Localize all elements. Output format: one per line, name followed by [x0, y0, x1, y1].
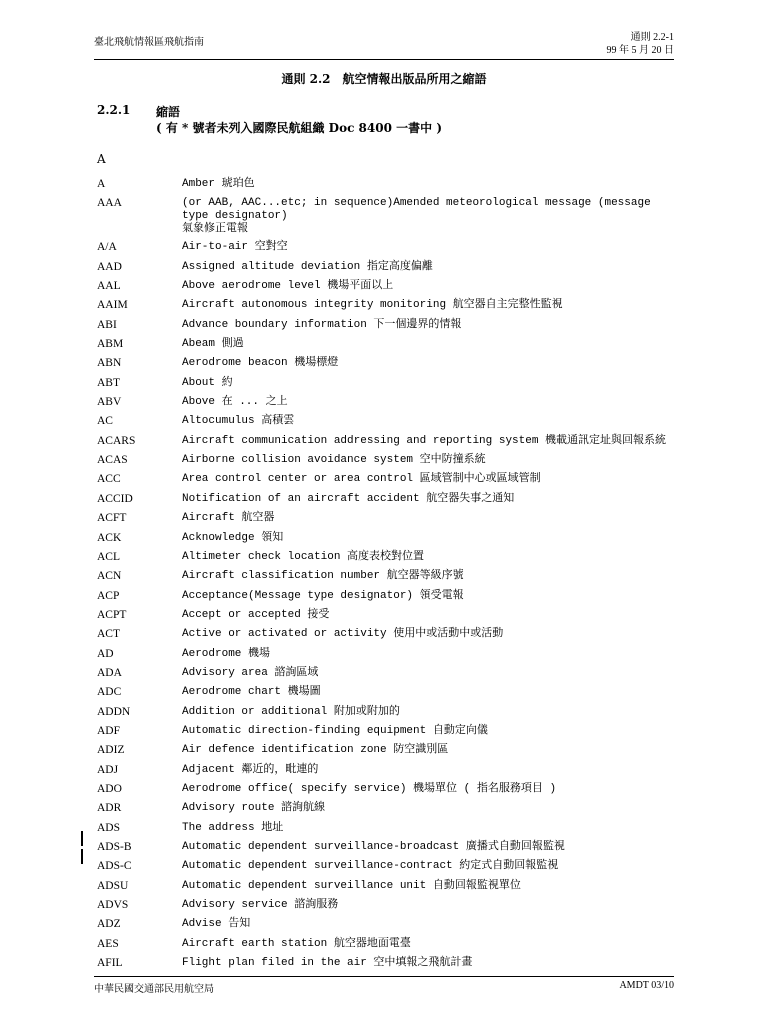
definition-text: Automatic direction-finding equipment 自動定向儀	[182, 724, 488, 737]
definition-text: Advisory service 諮詢服務	[182, 899, 339, 912]
list-item	[97, 725, 677, 738]
definition-text: Amber 琥珀色	[182, 178, 255, 190]
definition-text: Acceptance(Message type designator) 領受電報	[182, 589, 464, 602]
abbreviation: AAA	[97, 197, 122, 210]
definition-text: About 約	[182, 376, 233, 389]
abbreviation: ADJ	[97, 763, 119, 776]
abbreviation: ADS-C	[97, 860, 132, 873]
list-item	[97, 706, 677, 719]
footer-authority: 中華民國交通部民用航空局	[94, 984, 214, 995]
abbreviation: ABM	[97, 338, 124, 351]
definition-text: Aircraft communication addressing and reporting system 機載通訊定址與回報系統	[182, 434, 667, 447]
list-item	[97, 493, 677, 506]
definition	[182, 473, 677, 486]
list-item	[97, 648, 677, 661]
definition-text: Adjacent 鄰近的，毗連的	[182, 763, 319, 776]
definition-text: Aircraft earth station 航空器地面電臺	[182, 937, 411, 950]
list-item	[97, 415, 677, 428]
abbreviation: ABN	[97, 357, 122, 370]
definition	[182, 609, 677, 622]
list-item	[97, 667, 677, 680]
letter-heading: A	[97, 152, 106, 166]
list-item	[97, 802, 677, 815]
list-item	[97, 880, 677, 893]
list-item	[97, 377, 677, 390]
abbreviation: ADS-B	[97, 841, 132, 853]
definition-text: Air defence identification zone 防空識別區	[182, 744, 449, 757]
definition-text: Aircraft autonomous integrity monitoring 航空器自主完整性監視	[182, 299, 563, 312]
list-item	[97, 532, 677, 545]
list-item	[97, 841, 677, 854]
definition	[182, 454, 677, 467]
definition-text: Altocumulus 高積雲	[182, 415, 295, 428]
definition	[182, 261, 677, 274]
definition	[182, 725, 677, 738]
list-item	[97, 319, 677, 332]
definition	[182, 241, 677, 254]
definition-text-chinese: 氣象修正電報	[182, 223, 248, 236]
definition	[182, 178, 677, 191]
footer-amendment: AMDT 03/10	[619, 980, 674, 991]
definition	[182, 706, 677, 719]
list-item	[97, 764, 677, 777]
definition-text: Acknowledge 領知	[182, 531, 284, 544]
definition	[182, 957, 677, 970]
abbreviation: ACP	[97, 589, 120, 602]
definition-text: Automatic dependent surveillance-contract 約定式自動回報監視	[182, 860, 559, 873]
list-item	[97, 473, 677, 486]
list-item	[97, 918, 677, 931]
abbreviation: ACFT	[97, 512, 127, 525]
definition-text: Above 在 ... 之上	[182, 396, 288, 409]
abbreviation: ADF	[97, 724, 121, 737]
definition-text: Advance boundary information 下一個邊界的情報	[182, 318, 462, 331]
definition	[182, 357, 677, 370]
definition-text: Aircraft 航空器	[182, 512, 275, 525]
definition	[182, 648, 677, 661]
definition	[182, 841, 677, 854]
definition-text: Advise 告知	[182, 918, 251, 931]
abbreviation: ACAS	[97, 454, 128, 467]
abbreviation: ADDN	[97, 705, 131, 718]
change-bar	[81, 831, 83, 846]
definition	[182, 899, 677, 912]
definition-text: Assigned altitude deviation 指定高度偏離	[182, 260, 433, 273]
abbreviation: ADS	[97, 821, 121, 834]
definition-text: Notification of an aircraft accident 航空器失事之通知	[182, 492, 515, 505]
definition	[182, 802, 677, 815]
definition-text: Aircraft classification number 航空器等級序號	[182, 570, 464, 583]
list-item	[97, 686, 677, 699]
header-page-number: 通則 2.2-1	[630, 32, 674, 43]
list-item	[97, 178, 677, 191]
abbreviation: ADSU	[97, 879, 129, 892]
list-item	[97, 197, 677, 236]
definition	[182, 667, 677, 680]
abbreviation: AFIL	[97, 957, 123, 970]
definition	[182, 880, 677, 893]
page-title: 通則 2.2 航空情報出版品所用之縮語	[281, 72, 487, 86]
list-item	[97, 957, 677, 970]
abbreviation: ADZ	[97, 918, 121, 931]
abbreviation: ACN	[97, 570, 122, 583]
list-item	[97, 551, 677, 564]
definition	[182, 590, 677, 603]
definition	[182, 338, 677, 351]
abbreviation-list	[97, 178, 677, 976]
definition	[182, 377, 677, 390]
definition-text: Active or activated or activity 使用中或活動中或活動	[182, 628, 504, 641]
list-item	[97, 744, 677, 757]
list-item	[97, 860, 677, 873]
definition-text: The address 地址	[182, 821, 284, 834]
abbreviation: ACK	[97, 531, 122, 544]
definition	[182, 532, 677, 545]
definition-text: Aerodrome office( specify service) 機場單位 ( 指名服務項目 )	[182, 782, 557, 795]
definition	[182, 551, 677, 564]
abbreviation: ACC	[97, 473, 121, 486]
definition	[182, 396, 677, 409]
abbreviation: AAD	[97, 260, 122, 273]
abbreviation: A/A	[97, 241, 117, 254]
definition-text: Automatic dependent surveillance unit 自動回報監視單位	[182, 879, 521, 892]
section-title: 縮語	[156, 105, 181, 119]
definition-text: Aerodrome beacon 機場標燈	[182, 357, 339, 370]
abbreviation: AD	[97, 647, 114, 660]
footer-rule	[94, 976, 674, 977]
definition	[182, 435, 677, 448]
definition-text: Accept or accepted 接受	[182, 608, 330, 621]
abbreviation: ACL	[97, 550, 120, 563]
list-item	[97, 512, 677, 525]
definition	[182, 628, 677, 641]
definition	[182, 512, 677, 525]
change-bar	[81, 849, 83, 864]
definition-text: Addition or additional 附加或附加的	[182, 705, 400, 718]
list-item	[97, 241, 677, 254]
list-item	[97, 280, 677, 293]
abbreviation: A	[97, 178, 106, 190]
definition	[182, 197, 677, 236]
abbreviation: ABT	[97, 376, 120, 389]
definition-text: Altimeter check location 高度表校對位置	[182, 550, 425, 563]
abbreviation: ACPT	[97, 608, 127, 621]
definition-text: Aerodrome 機場	[182, 647, 271, 660]
definition	[182, 415, 677, 428]
definition-text: Above aerodrome level 機場平面以上	[182, 280, 394, 293]
abbreviation: ADA	[97, 666, 122, 679]
abbreviation: ACCID	[97, 492, 133, 505]
list-item	[97, 590, 677, 603]
definition	[182, 299, 677, 312]
definition-text: Air-to-air 空對空	[182, 241, 288, 254]
list-item	[97, 899, 677, 912]
definition-text: Advisory route 諮詢航線	[182, 802, 326, 815]
definition	[182, 570, 677, 583]
definition	[182, 822, 677, 835]
list-item	[97, 628, 677, 641]
abbreviation: ADC	[97, 686, 122, 699]
definition	[182, 686, 677, 699]
abbreviation: AES	[97, 937, 119, 950]
list-item	[97, 357, 677, 370]
definition	[182, 319, 677, 332]
abbreviation: ADR	[97, 802, 122, 815]
list-item	[97, 822, 677, 835]
section-number: 2.2.1	[97, 103, 131, 117]
abbreviation: ADO	[97, 782, 122, 795]
abbreviation: AC	[97, 415, 113, 428]
definition	[182, 744, 677, 757]
list-item	[97, 609, 677, 622]
abbreviation: ABV	[97, 396, 122, 409]
list-item	[97, 299, 677, 312]
list-item	[97, 396, 677, 409]
header-rule	[94, 59, 674, 60]
list-item	[97, 454, 677, 467]
definition-text: Automatic dependent surveillance-broadcast 廣播式自動回報監視	[182, 841, 565, 853]
abbreviation: ADIZ	[97, 744, 125, 757]
list-item	[97, 261, 677, 274]
abbreviation: ADVS	[97, 899, 129, 912]
list-item	[97, 938, 677, 951]
abbreviation: AAL	[97, 280, 121, 293]
definition-text: Airborne collision avoidance system 空中防撞系統	[182, 454, 486, 467]
header-page-info	[607, 31, 675, 57]
abbreviation: ABI	[97, 318, 117, 331]
definition	[182, 783, 677, 796]
header-date: 99 年 5 月 20 日	[606, 45, 674, 56]
definition	[182, 860, 677, 873]
definition	[182, 938, 677, 951]
abbreviation: ACT	[97, 628, 120, 641]
definition	[182, 764, 677, 777]
definition-text: Advisory area 諮詢區域	[182, 666, 319, 679]
definition-text: Area control center or area control 區域管制中心或區域管制	[182, 473, 541, 486]
list-item	[97, 570, 677, 583]
definition	[182, 493, 677, 506]
definition-text: (or AAB, AAC...etc; in sequence)Amended meteorological message (message type designator)	[182, 197, 651, 223]
list-item	[97, 435, 677, 448]
definition	[182, 918, 677, 931]
list-item	[97, 783, 677, 796]
definition-text: Abeam 側過	[182, 338, 244, 351]
list-item	[97, 338, 677, 351]
definition	[182, 280, 677, 293]
abbreviation: ACARS	[97, 434, 136, 447]
definition-text: Aerodrome chart 機場圖	[182, 686, 321, 699]
definition-text: Flight plan filed in the air 空中填報之飛航計畫	[182, 957, 473, 970]
section-note: ( 有 * 號者未列入國際民航組織 Doc 8400 一書中 )	[156, 121, 442, 135]
abbreviation: AAIM	[97, 299, 128, 312]
header-publication-title: 臺北飛航情報區飛航指南	[94, 37, 204, 48]
